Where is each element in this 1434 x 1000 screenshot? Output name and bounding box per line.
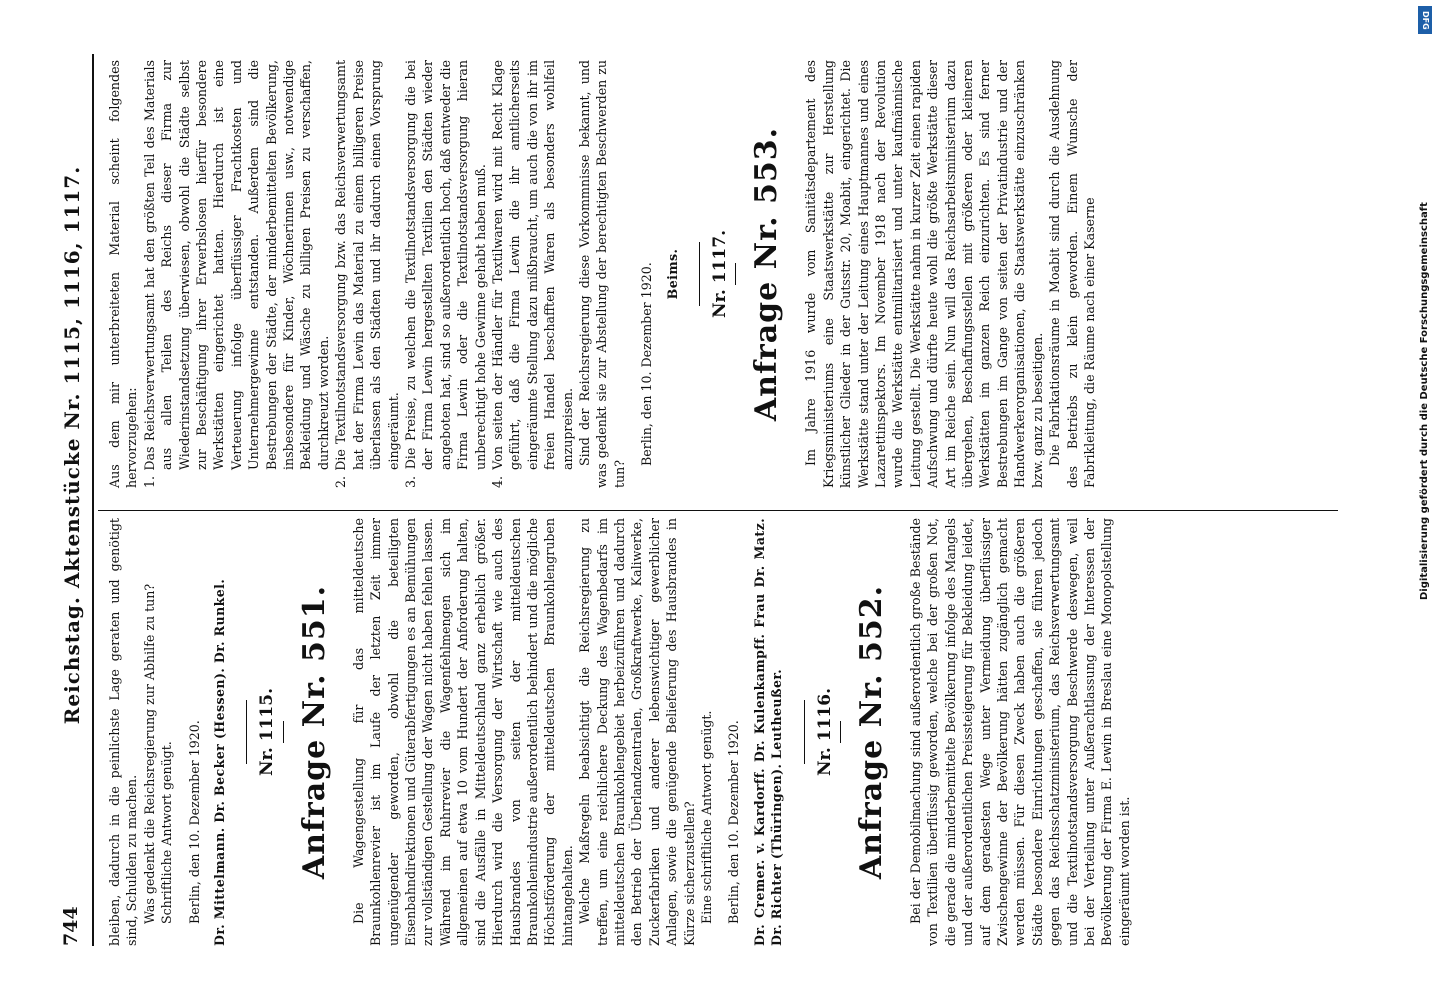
- signatures: Dr. Mittelmann. Dr. Becker (Hessen). Dr. Runkel.: [212, 578, 228, 946]
- short-divider: [840, 721, 841, 743]
- intro-text: Aus dem mir unterbreiteten Material scheint folgendes hervorzugehen:: [107, 60, 140, 488]
- header-rule: [92, 54, 94, 946]
- digitization-credit: [1418, 6, 1432, 994]
- paragraph: Im Jahre 1916 wurde vom Sanitätsdepartement des Kriegsministeriums eine Staatswerkstätte zur Herstellung künstlicher Glieder in der Gutsstr. 20, Moabit, eingerichtet. Die Werkstätte stand unter der Leitung eines Hauptmannes und eines Lazarettinspektors. Im November 1918 nach der Revolution wurde die Werkstätte entmilitarisiert und unter kaufmännische Leitung gestellt. Die Werkstätte nahm in kurzer Zeit einen rapiden Aufschwung und dürfte heute wohl die größte Werkstätte dieser Art im Reiche sein. Nun will das Reichsarbeitsministerium dazu übergehen, Beschaffungsstellen mit größeren oder kleineren Werkstätten im ganzen Reich einzurichten. Es sind ferner Bestrebungen im Gange von seiten der Privatindustrie und der Handwerkerorganisationen, die Staatswerkstätte einzuschränken bzw. ganz zu beseitigen.: [803, 60, 1045, 488]
- section-number: Nr. 1117.: [710, 230, 730, 319]
- answer-note: Schriftliche Antwort genügt.: [159, 741, 175, 924]
- list-item: 4. Von seiten der Händler für Textilwaren wird mit Recht Klage geführt, daß die Firma Lewin die ihr amtlicherseits eingeräumte Stellung dazu mißbraucht, um auch die von ihr im freien Handel beschafften Waren als besonders wohlfeil anzupreisen.: [489, 60, 575, 488]
- right-column: [106, 60, 1098, 488]
- column-divider: [98, 510, 1338, 511]
- date-line: Berlin, den 10. Dezember 1920.: [186, 720, 202, 924]
- page-header: [60, 54, 86, 946]
- left-column: [106, 518, 1133, 946]
- section-title: Anfrage Nr. 553.: [749, 126, 785, 422]
- answer-note: Eine schriftliche Antwort genügt.: [698, 710, 714, 924]
- date-line: Berlin, den 10. Dezember 1920.: [639, 262, 655, 466]
- page-title: Reichstag. Aktenstücke Nr. 1115, 1116, 1117.: [60, 165, 84, 725]
- dfg-logo: DFG: [1418, 6, 1432, 34]
- section-number: Nr. 1116.: [814, 688, 835, 777]
- short-divider: [283, 721, 284, 743]
- signatures: Dr. Cremer. v. Kardorff. Dr. Kulenkampff. Frau Dr. Matz. Dr. Richter (Thüringen). Leutheußer.: [751, 518, 785, 946]
- section-title: Anfrage Nr. 551.: [296, 584, 332, 880]
- paragraph: Die Wagengestellung für das mitteldeutsche Braunkohlenrevier ist im Laufe der letzten Zeit immer ungenügender geworden, obwohl die beteiligten Eisenbahndirektionen und Güterabfertigungen es an Bemühungen zur vollständigen Gestellung der Wagen nicht haben fehlen lassen. Während im Ruhrrevier die Wagenfehlmengen sich im allgemeinen auf etwa 10 vom Hundert der Anforderung halten, sind die Ausfälle in Mitteldeutschland ganz erheblich größer. Hierdurch wird die Versorgung der Wirtschaft wie auch des Hausbrandes von seiten der mitteldeutschen Braunkohlenindustrie außerordentlich behindert und die mögliche Höchstförderung der mitteldeutschen Braunkohlengruben hintangehalten.: [350, 518, 575, 946]
- paragraph: Welche Maßregeln beabsichtigt die Reichsregierung zu treffen, um eine reichlichere Deckung des Wagenbedarfs im mitteldeutschen Braunkohlengebiet herbeizuführen und dadurch den Betrieb der Überlandzentralen, Großkraftwerke, Kaliwerke, Zuckerfabriken und anderer lebenswichtiger gewerblicher Anlagen, sowie die genügende Belieferung des Hausbrandes in Kürze sicherzustellen?: [577, 518, 697, 946]
- short-divider: [735, 263, 736, 285]
- list-item: 2. Die Textilnotstandsversorgung bzw. das Reichsverwertungsamt hat der Firma Lewin das Material zu einem billigeren Preise überlassen als den Städten und ihr dadurch einen Vorsprung eingeräumt.: [333, 60, 401, 488]
- credit-text: Digitalisierung gefördert durch die Deutsche Forschungsgemeinschaft: [1419, 202, 1430, 600]
- section-title: Anfrage Nr. 552.: [854, 584, 889, 880]
- section-divider: [804, 700, 805, 764]
- section-divider: [699, 242, 700, 306]
- paragraph: Bei der Demobilmachung sind außerordentlich große Bestände von Textilien überflüssig geworden, welche bei der großen Not, die gerade die minderbemittelte Bevölkerung infolge des Mangels und der außerordentlichen Preissteigerung für Bekleidung leidet, auf dem geradesten Wege unter Vermeidung überflüssiger Zwischengewinne der Bevölkerung hätten zugänglich gemacht werden müssen. Für diesen Zweck haben auch die größeren Städte besondere Einrichtungen geschaffen, sie führen jedoch gegen das Reichsschatzministerium, das Reichsverwertungsamt und die Textilnotstandsversorgung Beschwerde deswegen, weil bei der Verteilung unter Außerachtlassung der Interessen der Bevölkerung der Firma E. Lewin in Breslau eine Monopolstellung eingeräumt worden ist.: [908, 518, 1132, 946]
- opening-text: bleiben, dadurch in die peinlichste Lage geraten und genötigt sind, Schulden zu machen.: [107, 518, 140, 946]
- section-divider: [246, 700, 247, 764]
- date-line: Berlin, den 10. Dezember 1920.: [726, 720, 742, 924]
- page-number: 744: [60, 906, 82, 946]
- paragraph: Die Fabrikationsräume in Moabit sind durch die Ausdehnung des Betriebs zu klein geworden. Einem Wunsche der Fabrikleitung, die Räume nach einer Kaserne: [1047, 60, 1097, 488]
- list-item: 3. Die Preise, zu welchen die Textilnotstandsversorgung die bei der Firma Lewin hergestellten Textilien den Städten wieder angeboten hat, sind so außerordentlich hoch, daß entweder die Firma Lewin oder die Textilnotstandsversorgung hieran unberechtigt hohe Gewinne gehabt haben muß.: [402, 60, 488, 488]
- signature: Beims.: [664, 248, 680, 300]
- question-text: Sind der Reichsregierung diese Vorkommnisse bekannt, und was gedenkt sie zur Abstellung der berechtigten Beschwerden zu tun?: [576, 60, 627, 488]
- list-item: 1. Das Reichsverwertungsamt hat den größten Teil des Materials aus allen Teilen des Reichs dieser Firma zur Wiederinstandsetzung überwiesen, obwohl die Städte selbst zur Beschäftigung ihrer Erwerbslosen hierfür besondere Werkstätten eingerichtet hatten. Hierdurch ist eine Verteuerung infolge überflüssiger Frachtkosten und Unternehmergewinne entstanden. Außerdem sind die Bestrebungen der Städte, der minderbemittelten Bevölkerung, insbesondere für Kinder, Wöchnerinnen usw., notwendige Bekleidung und Wäsche zu billigen Preisen zu verschaffen, durchkreuzt worden.: [141, 60, 331, 488]
- section-number: Nr. 1115.: [257, 688, 278, 777]
- question-text: Was gedenkt die Reichsregierung zur Abhilfe zu tun?: [141, 583, 157, 924]
